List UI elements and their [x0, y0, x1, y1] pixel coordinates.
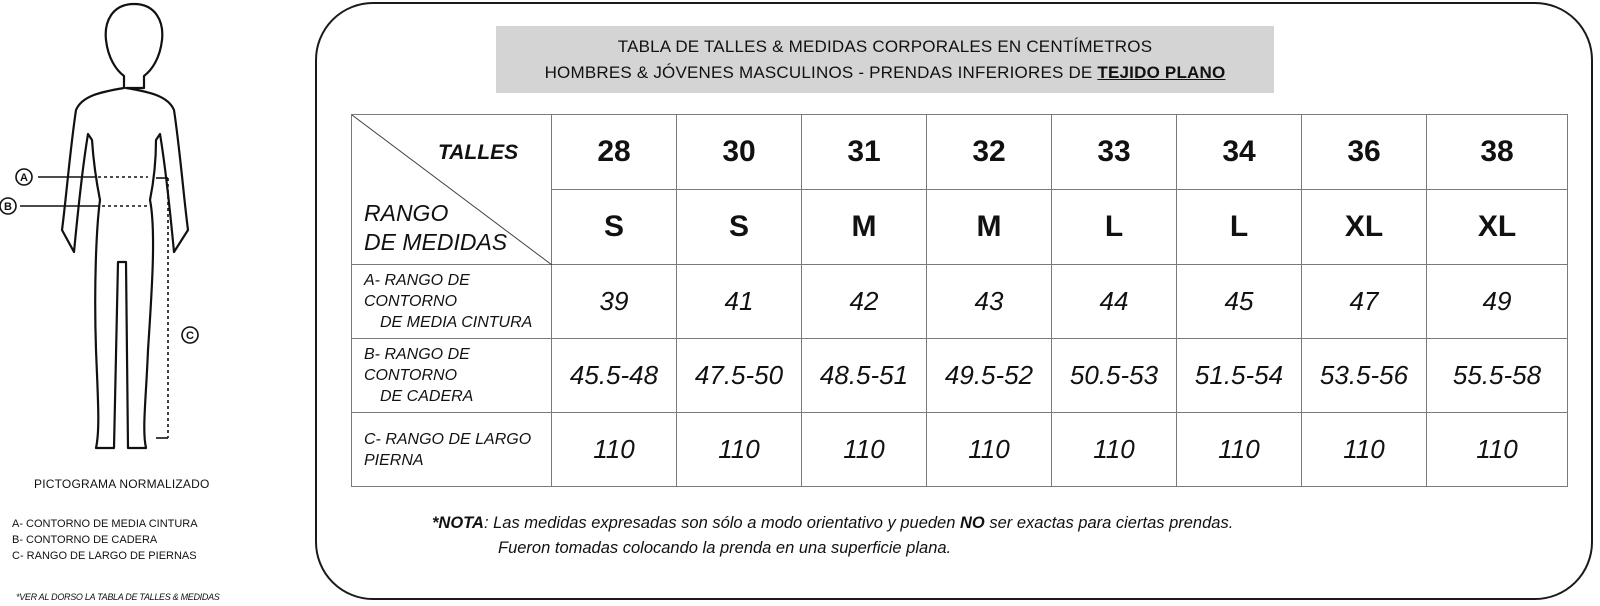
talle-cell: 33 — [1052, 115, 1177, 190]
leg-value-cell: 110 — [1052, 413, 1177, 487]
row-label-line-1: C- RANGO DE LARGO — [364, 430, 532, 448]
waist-value-cell: 41 — [677, 265, 802, 339]
chart-title — [496, 26, 1274, 93]
table-row — [352, 265, 1568, 339]
waist-value-cell: 45 — [1177, 265, 1302, 339]
note-line-2: Fueron tomadas colocando la prenda en una superficie plana. — [498, 539, 952, 557]
title-line-2 — [496, 60, 1274, 86]
legend-item: A- CONTORNO DE MEDIA CINTURA — [12, 518, 198, 530]
hip-value-cell: 49.5-52 — [927, 339, 1052, 413]
table-row — [352, 339, 1568, 413]
title-emphasis: TEJIDO PLANO — [1097, 63, 1226, 82]
row-label-line-1: B- RANGO DE CONTORNO — [364, 346, 470, 384]
waist-value-cell: 39 — [552, 265, 677, 339]
leg-value-cell: 110 — [552, 413, 677, 487]
size-letter-cell: XL — [1427, 190, 1568, 265]
leg-value-cell: 110 — [802, 413, 927, 487]
title-line-1: TABLA DE TALLES & MEDIDAS CORPORALES EN CENTÍMETROS — [617, 37, 1153, 56]
pictogram-legend — [12, 516, 198, 564]
size-letter-cell: M — [927, 190, 1052, 265]
hip-value-cell: 47.5-50 — [677, 339, 802, 413]
body-pictogram — [0, 0, 300, 606]
hip-value-cell: 55.5-58 — [1427, 339, 1568, 413]
size-letter-cell: L — [1052, 190, 1177, 265]
row-label-line-2: DE MEDIA CINTURA — [380, 314, 533, 331]
note-bold: NO — [960, 514, 985, 532]
waist-value-cell: 49 — [1427, 265, 1568, 339]
talle-cell: 32 — [927, 115, 1052, 190]
legend-item: B- CONTORNO DE CADERA — [12, 534, 158, 546]
rango-label-line-2: DE MEDIDAS — [364, 229, 508, 255]
size-letter-cell: M — [802, 190, 927, 265]
leg-value-cell: 110 — [927, 413, 1052, 487]
legend-item: C- RANGO DE LARGO DE PIERNAS — [12, 550, 197, 562]
talle-cell: 38 — [1427, 115, 1568, 190]
leg-value-cell: 110 — [1302, 413, 1427, 487]
pictogram-caption: PICTOGRAMA NORMALIZADO — [34, 477, 210, 491]
hip-value-cell: 50.5-53 — [1052, 339, 1177, 413]
note-line-1 — [432, 514, 1233, 532]
talle-cell: 31 — [802, 115, 927, 190]
hip-value-cell: 53.5-56 — [1302, 339, 1427, 413]
talles-row — [352, 115, 1568, 190]
talles-label: TALLES — [438, 141, 519, 164]
note — [432, 511, 1233, 561]
title-line-2-text: HOMBRES & JÓVENES MASCULINOS - PRENDAS INFERIORES DE — [544, 63, 1098, 82]
size-letter-cell: L — [1177, 190, 1302, 265]
leg-value-cell: 110 — [1177, 413, 1302, 487]
row-label-line-2: PIERNA — [364, 451, 424, 469]
note-label: *NOTA — [432, 514, 484, 532]
row-label-leg — [352, 413, 552, 487]
marker-a: A — [20, 172, 28, 184]
leg-value-cell: 110 — [677, 413, 802, 487]
size-letter-cell: S — [677, 190, 802, 265]
waist-value-cell: 43 — [927, 265, 1052, 339]
hip-value-cell: 48.5-51 — [802, 339, 927, 413]
row-label-waist — [352, 265, 552, 339]
rango-label-line-1: RANGO — [364, 200, 449, 226]
size-letter-cell: S — [552, 190, 677, 265]
talle-cell: 36 — [1302, 115, 1427, 190]
body-silhouette-icon — [0, 0, 300, 470]
waist-value-cell: 44 — [1052, 265, 1177, 339]
footnote: *VER AL DORSO LA TABLA DE TALLES & MEDIDAS — [16, 592, 220, 602]
rango-label — [364, 199, 507, 257]
header-corner-cell — [352, 115, 552, 265]
talle-cell: 28 — [552, 115, 677, 190]
talle-cell: 34 — [1177, 115, 1302, 190]
note-text-a: : Las medidas expresadas son sólo a modo orientativo y pueden — [483, 514, 960, 532]
talle-cell: 30 — [677, 115, 802, 190]
row-label-hip — [352, 339, 552, 413]
leg-value-cell: 110 — [1427, 413, 1568, 487]
row-label-line-2: DE CADERA — [380, 388, 474, 405]
waist-value-cell: 42 — [802, 265, 927, 339]
waist-value-cell: 47 — [1302, 265, 1427, 339]
size-table — [351, 114, 1568, 487]
size-letter-cell: XL — [1302, 190, 1427, 265]
hip-value-cell: 51.5-54 — [1177, 339, 1302, 413]
row-label-line-1: A- RANGO DE CONTORNO — [364, 272, 470, 310]
hip-value-cell: 45.5-48 — [552, 339, 677, 413]
marker-c: C — [186, 330, 194, 342]
table-row — [352, 413, 1568, 487]
marker-b: B — [4, 201, 12, 213]
note-text-b: ser exactas para ciertas prendas. — [984, 514, 1234, 532]
